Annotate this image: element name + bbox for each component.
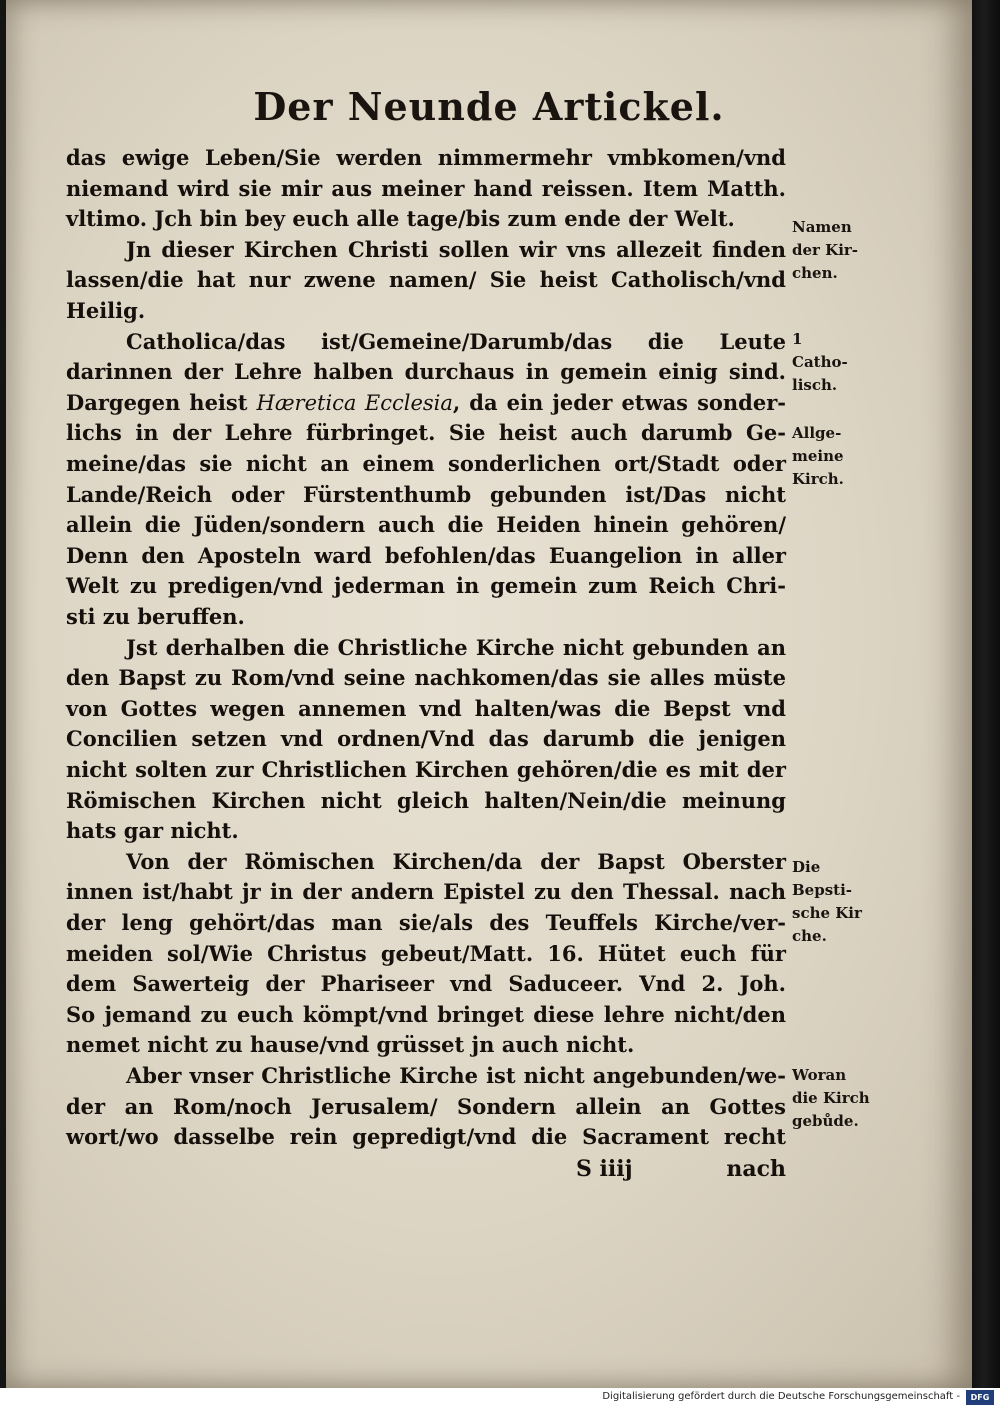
funding-credit: Digitalisierung gefördert durch die Deutsche Forschungsgemeinschaft - xyxy=(602,1391,960,1402)
marginal-note-line: sche Kir xyxy=(792,904,862,922)
marginal-note-line: Allge- xyxy=(792,424,842,442)
footer-bar xyxy=(0,1388,1000,1409)
text-line: niemand wird sie mir aus meiner hand reissen. Item Matth. xyxy=(66,175,786,201)
text-line: vltimo. Jch bin bey euch alle tage/bis zum ende der Welt. xyxy=(66,206,735,232)
text-line: lassen/die hat nur zwene namen/ Sie heist Catholisch/vnd xyxy=(66,267,786,293)
marginal-note xyxy=(792,216,859,285)
text-line: den Bapst zu Rom/vnd seine nachkomen/das sie alles müste xyxy=(66,665,786,691)
text-line: Denn den Aposteln ward befohlen/das Euangelion in aller xyxy=(66,542,786,568)
page-leaf xyxy=(6,0,972,1388)
text-line: Römischen Kirchen nicht gleich halten/Nein/die meinung xyxy=(66,787,786,813)
marginal-note-line: chen. xyxy=(792,264,838,282)
marginal-note-line: Kirch. xyxy=(792,470,844,488)
text-line: hats gar nicht. xyxy=(66,818,239,844)
marginal-note-line: Bepsti- xyxy=(792,881,853,899)
signature-line xyxy=(576,1153,786,1185)
marginal-note-line: der Kir- xyxy=(792,241,859,259)
catchword: nach xyxy=(726,1156,786,1182)
marginal-note-line: gebůde. xyxy=(792,1112,859,1130)
marginal-note-line: 1 xyxy=(792,330,803,348)
text-line: der leng gehört/das man sie/als des Teuffels Kirche/ver- xyxy=(66,910,786,935)
text-line: meine/das sie nicht an einem sonderlichen ort/Stadt oder xyxy=(66,451,786,476)
marginal-note-line: die Kirch xyxy=(792,1089,870,1107)
marginal-note xyxy=(792,328,856,397)
marginal-note-line: Woran xyxy=(792,1066,847,1084)
text-line: Von der Römischen Kirchen/da der Bapst Oberster xyxy=(126,848,786,874)
marginal-note-line: meine xyxy=(792,447,844,465)
text-line: Lande/Reich oder Fürstenthumb gebunden ist/Das nicht xyxy=(66,481,786,507)
text-line: von Gottes wegen annemen vnd halten/was die Bepst vnd xyxy=(66,695,786,721)
marginal-note-line: lisch. xyxy=(792,376,838,394)
text-line: wort/wo dasselbe rein gepredigt/vnd die Sacrament recht xyxy=(66,1124,786,1150)
text-line: Welt zu predigen/vnd jederman in gemein zum Reich Chri- xyxy=(66,573,786,599)
marginal-note xyxy=(792,1064,870,1133)
text-line: Aber vnser Christliche Kirche ist nicht angebunden/we- xyxy=(126,1063,786,1088)
page-edge xyxy=(972,0,1000,1388)
marginal-note-line: Namen xyxy=(792,218,852,236)
text-line: dem Sawerteig der Phariseer vnd Saduceer. Vnd 2. Joh. xyxy=(66,971,786,997)
text-line: darinnen der Lehre halben durchaus in gemein einig sind. xyxy=(66,359,786,385)
marginal-note-line: che. xyxy=(792,927,827,945)
text-line: lichs in der Lehre fürbringet. Sie heist auch darumb Ge- xyxy=(66,420,786,446)
text-line: nemet nicht zu hause/vnd grüsset jn auch nicht. xyxy=(66,1032,635,1058)
text-line: das ewige Leben/Sie werden nimmermehr vmbkomen/vnd xyxy=(66,145,786,170)
marginal-note xyxy=(792,422,856,491)
marginal-note-line: Catho- xyxy=(792,353,848,371)
text-line: Catholica/das ist/Gemeine/Darumb/das die Leute xyxy=(126,328,786,354)
text-line: Concilien setzen vnd ordnen/Vnd das darumb die jenigen xyxy=(66,726,786,752)
text-line: sti zu beruffen. xyxy=(66,604,245,629)
signature-mark: S iiij xyxy=(576,1156,633,1182)
text-line: allein die Jüden/sondern auch die Heiden hinein gehören/ xyxy=(66,512,786,538)
marginal-note xyxy=(792,856,862,948)
text-line: Jn dieser Kirchen Christi sollen wir vns allezeit finden xyxy=(126,236,786,262)
marginal-note-line: Die xyxy=(792,858,821,876)
text-line: der an Rom/noch Jerusalem/ Sondern allein an Gottes xyxy=(66,1093,786,1119)
text-line: So jemand zu euch kömpt/vnd bringet diese lehre nicht/den xyxy=(66,1001,786,1027)
text-line: nicht solten zur Christlichen Kirchen gehören/die es mit der xyxy=(66,757,786,782)
text-line: Dargegen heist Hæretica Ecclesia, da ein jeder etwas sonder- xyxy=(66,389,786,415)
text-line: meiden sol/Wie Christus gebeut/Matt. 16. Hütet euch für xyxy=(66,940,786,966)
running-head: Der Neunde Artickel. xyxy=(253,84,725,129)
dfg-logo: DFG xyxy=(966,1390,994,1405)
text-line: innen ist/habt jr in der andern Epistel zu den Thessal. nach xyxy=(66,879,786,905)
text-line: Jst derhalben die Christliche Kirche nicht gebunden an xyxy=(126,634,786,660)
text-line: Heilig. xyxy=(66,298,146,323)
